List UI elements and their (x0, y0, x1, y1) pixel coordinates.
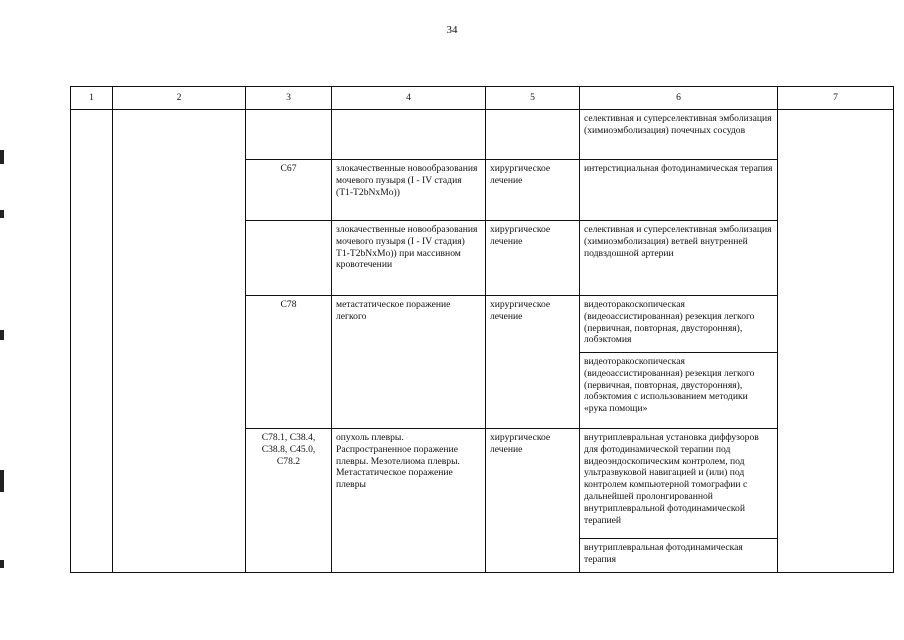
diagnosis-cell: злокачественные новообразования мочевого пузыря (I - IV стадия) T1-T2bNxMo)) при массивном кровотечении (332, 221, 486, 296)
diagnosis-cell: злокачественные новообразования мочевого пузыря (I - IV стадия (T1-T2bNxMo)) (332, 160, 486, 221)
method-cell: селективная и суперселективная эмболизация (химиоэмболизация) почечных сосудов (580, 110, 778, 160)
treatment-cell: хирургическое лечение (486, 296, 580, 429)
column-header: 2 (113, 87, 246, 110)
method-cell: внутриплевральная установка диффузоров для фотодинамической терапии под видеоэндоскопическим контролем, под ультразвуковой навигацией и (или) под контролем компьютерной томографии с дальнейшей пролонгированной внутриплевральной фотодинамической терапией (580, 429, 778, 539)
column-header: 4 (332, 87, 486, 110)
treatment-cell (486, 110, 580, 160)
diagnosis-cell (332, 110, 486, 160)
norm-cell (778, 110, 894, 573)
method-cell: интерстициальная фотодинамическая терапия (580, 160, 778, 221)
diagnosis-cell: метастатическое поражение легкого (332, 296, 486, 429)
column-number-header-row (71, 87, 894, 110)
method-cell: видеоторакоскопическая (видеоассистированная) резекция легкого (первичная, повторная, двусторонняя), лобэктомия с использованием методики «рука помощи» (580, 353, 778, 429)
number-cell (71, 110, 113, 573)
column-header: 3 (246, 87, 332, 110)
column-header: 7 (778, 87, 894, 110)
treatment-cell: хирургическое лечение (486, 429, 580, 573)
method-cell: видеоторакоскопическая (видеоассистированная) резекция легкого (первичная, повторная, двусторонняя), лобэктомия (580, 296, 778, 353)
code-cell: C78 (246, 296, 332, 429)
code-cell: C67 (246, 160, 332, 221)
scan-edge-mark (0, 560, 4, 568)
code-cell (246, 110, 332, 160)
code-cell (246, 221, 332, 296)
scan-edge-mark (0, 330, 4, 340)
treatment-cell: хирургическое лечение (486, 221, 580, 296)
method-cell: внутриплевральная фотодинамическая терапия (580, 539, 778, 573)
table-row (71, 110, 894, 160)
method-cell: селективная и суперселективная эмболизация (химиоэмболизация) ветвей внутренней подвздошной артерии (580, 221, 778, 296)
code-cell: C78.1, C38.4, C38.8, C45.0, C78.2 (246, 429, 332, 573)
column-header: 6 (580, 87, 778, 110)
column-header: 5 (486, 87, 580, 110)
profile-cell (113, 110, 246, 573)
scan-edge-mark (0, 150, 4, 164)
scan-edge-mark (0, 470, 4, 492)
scan-edge-mark (0, 210, 4, 218)
page-number: 34 (446, 24, 458, 36)
medical-care-table (70, 86, 894, 573)
column-header: 1 (71, 87, 113, 110)
diagnosis-cell: опухоль плевры. Распространенное поражение плевры. Мезотелиома плевры. Метастатическое поражение плевры (332, 429, 486, 573)
treatment-cell: хирургическое лечение (486, 160, 580, 221)
